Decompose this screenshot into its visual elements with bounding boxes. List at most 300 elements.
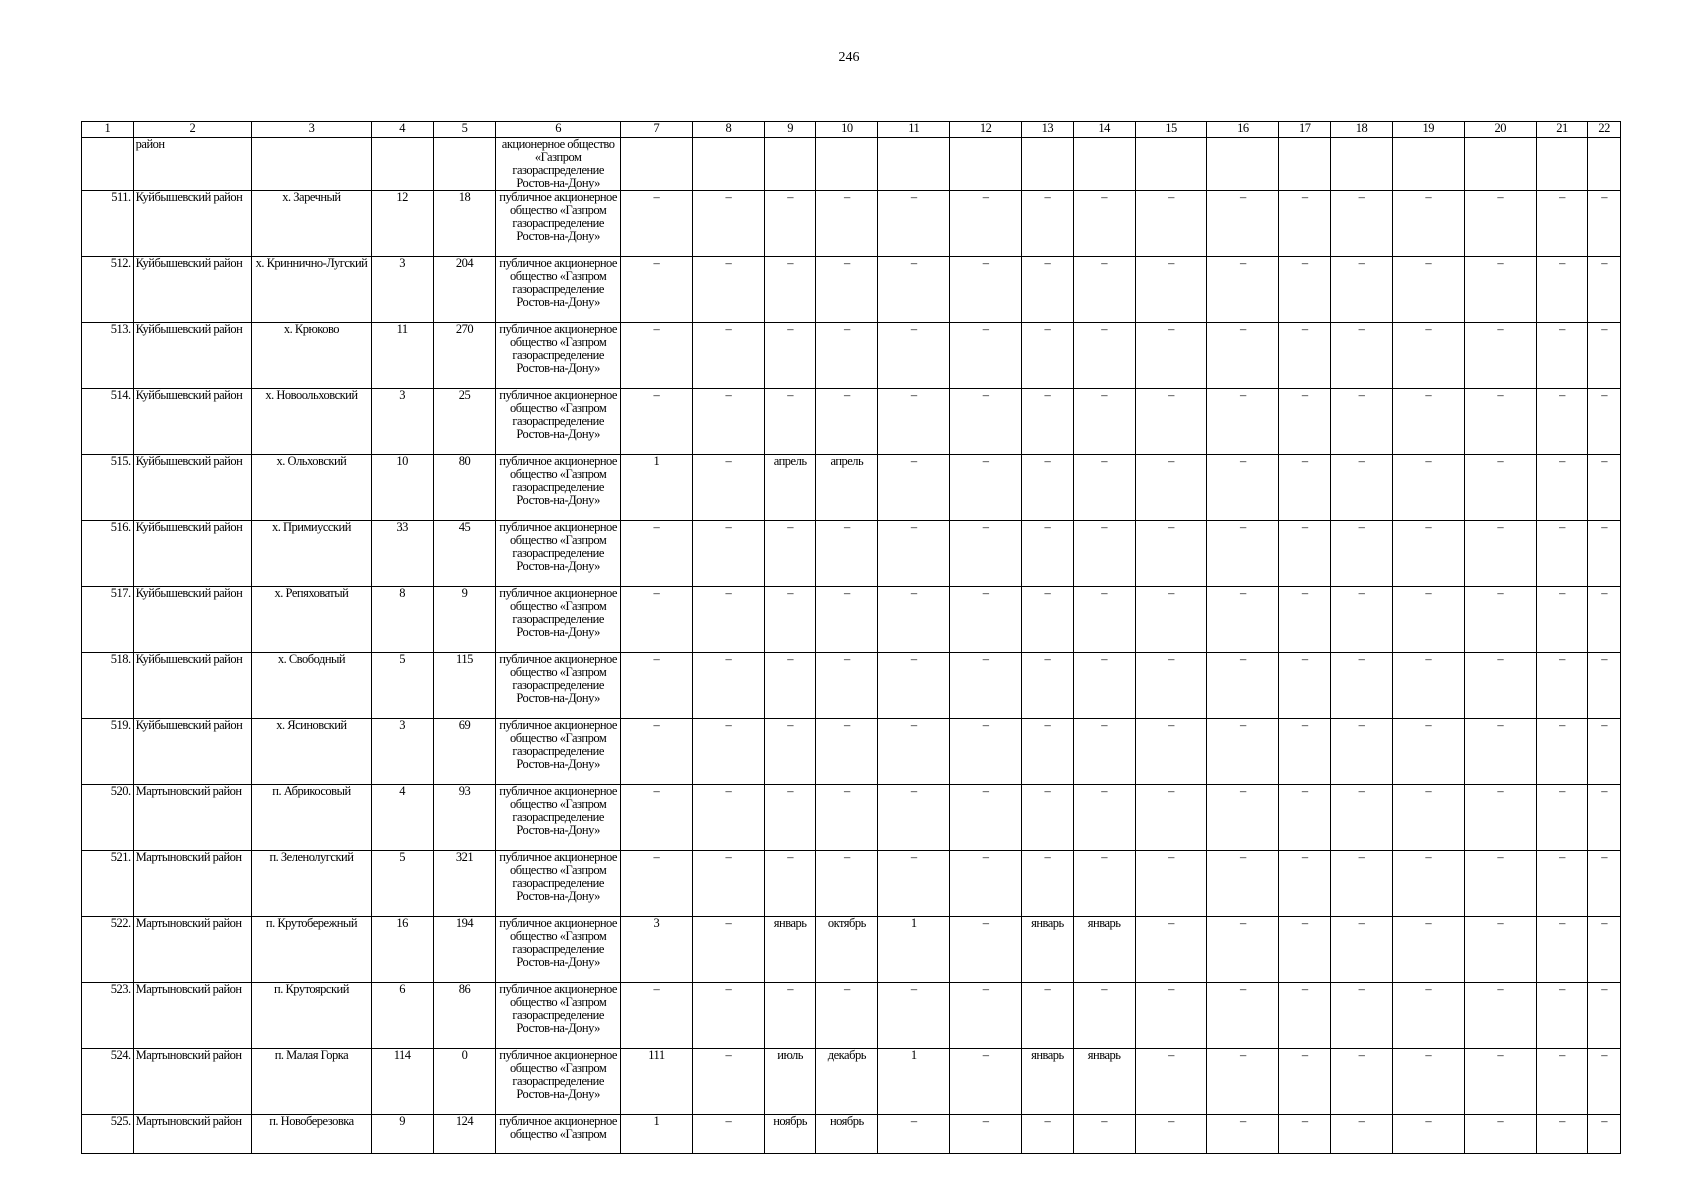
cell-col15: – <box>1135 191 1207 257</box>
cell-district: Куйбышевский район <box>133 455 252 521</box>
cell-district: Мартыновский район <box>133 1115 252 1154</box>
cell-col20: – <box>1464 521 1536 587</box>
cell-col18: – <box>1331 455 1393 521</box>
column-number-11: 11 <box>878 122 950 138</box>
cell-organization: публичное акционерное общество «Газпром газораспределение Ростов-на-Дону» <box>496 587 621 653</box>
cell-col12: – <box>950 257 1022 323</box>
cell-no: 515. <box>82 455 134 521</box>
cell-col17: – <box>1279 521 1331 587</box>
cell-col15: – <box>1135 851 1207 917</box>
cell-col22: – <box>1588 917 1621 983</box>
cell-col19: – <box>1392 191 1464 257</box>
cell-district: Мартыновский район <box>133 785 252 851</box>
cell-settlement: п. Новоберезовка <box>252 1115 372 1154</box>
cell-col7: – <box>620 983 692 1049</box>
cell-col16: – <box>1207 587 1279 653</box>
table-row <box>82 785 1621 851</box>
cell-col11: – <box>878 785 950 851</box>
cell-col19: – <box>1392 521 1464 587</box>
cell-col21: – <box>1536 983 1588 1049</box>
column-number-2: 2 <box>133 122 252 138</box>
cell-settlement: х. Ольховский <box>252 455 372 521</box>
cell-col15: – <box>1135 917 1207 983</box>
cell-col8: – <box>692 257 764 323</box>
cell-col9: – <box>764 389 816 455</box>
cell-settlement: х. Репяховатый <box>252 587 372 653</box>
cell-col21: – <box>1536 389 1588 455</box>
cell-col4: 16 <box>371 917 433 983</box>
cell-col22: – <box>1588 785 1621 851</box>
cell-col22: – <box>1588 653 1621 719</box>
cell-col4: 12 <box>371 191 433 257</box>
cell-empty <box>1331 138 1393 191</box>
cell-col10: – <box>816 323 878 389</box>
cell-col19: – <box>1392 785 1464 851</box>
cell-organization: публичное акционерное общество «Газпром <box>496 1115 621 1154</box>
column-number-14: 14 <box>1073 122 1135 138</box>
cell-col4: 3 <box>371 389 433 455</box>
cell-col5: 25 <box>433 389 496 455</box>
cell-col5: 0 <box>433 1049 496 1115</box>
data-table <box>81 121 1621 1154</box>
cell-organization: публичное акционерное общество «Газпром газораспределение Ростов-на-Дону» <box>496 653 621 719</box>
cell-col18: – <box>1331 851 1393 917</box>
cell-no <box>82 138 134 191</box>
cell-organization: акционерное общество «Газпром газораспределение Ростов-на-Дону» <box>496 138 621 191</box>
cell-col11: – <box>878 389 950 455</box>
cell-col18: – <box>1331 389 1393 455</box>
cell-no: 522. <box>82 917 134 983</box>
cell-col5: 9 <box>433 587 496 653</box>
cell-col8: – <box>692 1049 764 1115</box>
cell-col14: – <box>1073 389 1135 455</box>
table-row <box>82 851 1621 917</box>
cell-col7: 1 <box>620 455 692 521</box>
cell-empty <box>1135 138 1207 191</box>
cell-col17: – <box>1279 719 1331 785</box>
table-row <box>82 323 1621 389</box>
cell-col9: – <box>764 719 816 785</box>
cell-empty <box>1073 138 1135 191</box>
cell-col20: – <box>1464 719 1536 785</box>
cell-organization: публичное акционерное общество «Газпром газораспределение Ростов-на-Дону» <box>496 389 621 455</box>
cell-organization: публичное акционерное общество «Газпром газораспределение Ростов-на-Дону» <box>496 257 621 323</box>
cell-col17: – <box>1279 1115 1331 1154</box>
cell-col17: – <box>1279 257 1331 323</box>
cell-col17: – <box>1279 587 1331 653</box>
cell-col5: 194 <box>433 917 496 983</box>
cell-district: район <box>133 138 252 191</box>
cell-settlement: х. Новоольховский <box>252 389 372 455</box>
cell-col21: – <box>1536 257 1588 323</box>
cell-col12: – <box>950 785 1022 851</box>
cell-col5: 115 <box>433 653 496 719</box>
cell-col19: – <box>1392 653 1464 719</box>
cell-col5: 93 <box>433 785 496 851</box>
cell-no: 520. <box>82 785 134 851</box>
cell-col17: – <box>1279 983 1331 1049</box>
cell-col15: – <box>1135 653 1207 719</box>
cell-col10: ноябрь <box>816 1115 878 1154</box>
cell-col12: – <box>950 323 1022 389</box>
cell-col10: – <box>816 257 878 323</box>
cell-col22: – <box>1588 323 1621 389</box>
cell-col14: – <box>1073 323 1135 389</box>
cell-col4: 8 <box>371 587 433 653</box>
cell-col9: – <box>764 653 816 719</box>
cell-col13: – <box>1022 455 1074 521</box>
column-number-1: 1 <box>82 122 134 138</box>
cell-col8: – <box>692 191 764 257</box>
cell-col16: – <box>1207 191 1279 257</box>
cell-col4: 3 <box>371 719 433 785</box>
cell-district: Куйбышевский район <box>133 719 252 785</box>
cell-col8: – <box>692 521 764 587</box>
cell-col12: – <box>950 917 1022 983</box>
cell-col15: – <box>1135 587 1207 653</box>
cell-col10: – <box>816 191 878 257</box>
cell-col21: – <box>1536 917 1588 983</box>
table-row <box>82 983 1621 1049</box>
table-row <box>82 257 1621 323</box>
cell-col7: – <box>620 851 692 917</box>
cell-col9: – <box>764 785 816 851</box>
cell-col17: – <box>1279 323 1331 389</box>
cell-col11: – <box>878 257 950 323</box>
column-number-19: 19 <box>1392 122 1464 138</box>
column-number-6: 6 <box>496 122 621 138</box>
cell-col5: 45 <box>433 521 496 587</box>
cell-col16: – <box>1207 785 1279 851</box>
cell-col7: – <box>620 719 692 785</box>
cell-col4: 114 <box>371 1049 433 1115</box>
cell-empty <box>1588 138 1621 191</box>
cell-col14: – <box>1073 719 1135 785</box>
cell-settlement: п. Малая Горка <box>252 1049 372 1115</box>
cell-col9: ноябрь <box>764 1115 816 1154</box>
cell-col10: октябрь <box>816 917 878 983</box>
cell-no: 514. <box>82 389 134 455</box>
cell-col8: – <box>692 653 764 719</box>
cell-no: 517. <box>82 587 134 653</box>
cell-col20: – <box>1464 455 1536 521</box>
cell-col11: – <box>878 587 950 653</box>
cell-organization: публичное акционерное общество «Газпром газораспределение Ростов-на-Дону» <box>496 851 621 917</box>
cell-col16: – <box>1207 521 1279 587</box>
cell-col18: – <box>1331 323 1393 389</box>
cell-organization: публичное акционерное общество «Газпром газораспределение Ростов-на-Дону» <box>496 191 621 257</box>
cell-district: Куйбышевский район <box>133 389 252 455</box>
cell-col14: январь <box>1073 1049 1135 1115</box>
cell-col10: – <box>816 389 878 455</box>
cell-empty <box>1022 138 1074 191</box>
cell-col11: – <box>878 653 950 719</box>
cell-col14: – <box>1073 587 1135 653</box>
cell-col22: – <box>1588 257 1621 323</box>
cell-col19: – <box>1392 455 1464 521</box>
cell-district: Мартыновский район <box>133 917 252 983</box>
column-number-20: 20 <box>1464 122 1536 138</box>
cell-col22: – <box>1588 389 1621 455</box>
cell-col10: – <box>816 785 878 851</box>
cell-organization: публичное акционерное общество «Газпром газораспределение Ростов-на-Дону» <box>496 719 621 785</box>
cell-col15: – <box>1135 1115 1207 1154</box>
cell-col19: – <box>1392 257 1464 323</box>
column-number-13: 13 <box>1022 122 1074 138</box>
cell-no: 518. <box>82 653 134 719</box>
cell-col8: – <box>692 785 764 851</box>
cell-empty <box>1279 138 1331 191</box>
cell-col21: – <box>1536 851 1588 917</box>
cell-col4: 11 <box>371 323 433 389</box>
cell-col12: – <box>950 455 1022 521</box>
cell-col22: – <box>1588 719 1621 785</box>
cell-col16: – <box>1207 719 1279 785</box>
cell-col16: – <box>1207 917 1279 983</box>
cell-col9: январь <box>764 917 816 983</box>
cell-col13: январь <box>1022 917 1074 983</box>
cell-settlement: х. Свободный <box>252 653 372 719</box>
cell-col11: 1 <box>878 1049 950 1115</box>
cell-empty <box>1536 138 1588 191</box>
cell-col12: – <box>950 983 1022 1049</box>
cell-col8: – <box>692 983 764 1049</box>
cell-col21: – <box>1536 653 1588 719</box>
cell-organization: публичное акционерное общество «Газпром газораспределение Ростов-на-Дону» <box>496 983 621 1049</box>
cell-col5: 80 <box>433 455 496 521</box>
column-number-3: 3 <box>252 122 372 138</box>
cell-col18: – <box>1331 587 1393 653</box>
cell-col16: – <box>1207 455 1279 521</box>
cell-col20: – <box>1464 191 1536 257</box>
cell-organization: публичное акционерное общество «Газпром газораспределение Ростов-на-Дону» <box>496 521 621 587</box>
cell-col8: – <box>692 389 764 455</box>
cell-col8: – <box>692 851 764 917</box>
cell-col9: – <box>764 851 816 917</box>
cell-no: 524. <box>82 1049 134 1115</box>
table-row-continued <box>82 138 1621 191</box>
cell-col17: – <box>1279 917 1331 983</box>
cell-col8: – <box>692 719 764 785</box>
cell-col13: – <box>1022 587 1074 653</box>
cell-col20: – <box>1464 1115 1536 1154</box>
cell-col4: 6 <box>371 983 433 1049</box>
cell-col11: – <box>878 719 950 785</box>
cell-col14: – <box>1073 191 1135 257</box>
cell-col19: – <box>1392 587 1464 653</box>
cell-col7: – <box>620 323 692 389</box>
table-row <box>82 455 1621 521</box>
cell-col11: 1 <box>878 917 950 983</box>
cell-col21: – <box>1536 191 1588 257</box>
cell-col7: – <box>620 521 692 587</box>
column-number-18: 18 <box>1331 122 1393 138</box>
cell-no: 523. <box>82 983 134 1049</box>
cell-col21: – <box>1536 323 1588 389</box>
cell-col15: – <box>1135 389 1207 455</box>
cell-col9: – <box>764 323 816 389</box>
table-row <box>82 719 1621 785</box>
cell-settlement: п. Крутобережный <box>252 917 372 983</box>
cell-col7: – <box>620 191 692 257</box>
cell-organization: публичное акционерное общество «Газпром газораспределение Ростов-на-Дону» <box>496 323 621 389</box>
cell-col20: – <box>1464 785 1536 851</box>
cell-settlement: п. Зеленолугский <box>252 851 372 917</box>
cell-col16: – <box>1207 323 1279 389</box>
cell-col7: 3 <box>620 917 692 983</box>
table-row <box>82 587 1621 653</box>
cell-col7: – <box>620 653 692 719</box>
cell-col12: – <box>950 389 1022 455</box>
cell-col20: – <box>1464 323 1536 389</box>
cell-col14: – <box>1073 983 1135 1049</box>
cell-col22: – <box>1588 983 1621 1049</box>
cell-col12: – <box>950 1049 1022 1115</box>
cell-col19: – <box>1392 1049 1464 1115</box>
cell-col14: – <box>1073 653 1135 719</box>
cell-col21: – <box>1536 587 1588 653</box>
cell-col12: – <box>950 587 1022 653</box>
cell-col20: – <box>1464 983 1536 1049</box>
cell-col21: – <box>1536 455 1588 521</box>
cell-settlement: х. Криннично-Лугский <box>252 257 372 323</box>
cell-col18: – <box>1331 653 1393 719</box>
cell-col18: – <box>1331 1115 1393 1154</box>
cell-col5: 270 <box>433 323 496 389</box>
cell-col12: – <box>950 521 1022 587</box>
cell-col15: – <box>1135 1049 1207 1115</box>
cell-col19: – <box>1392 983 1464 1049</box>
cell-col13: – <box>1022 1115 1074 1154</box>
cell-settlement: х. Заречный <box>252 191 372 257</box>
cell-col18: – <box>1331 785 1393 851</box>
cell-col4: 10 <box>371 455 433 521</box>
cell-col5: 18 <box>433 191 496 257</box>
cell-col13: январь <box>1022 1049 1074 1115</box>
cell-col13: – <box>1022 389 1074 455</box>
cell-district: Куйбышевский район <box>133 521 252 587</box>
cell-col14: – <box>1073 851 1135 917</box>
cell-col15: – <box>1135 785 1207 851</box>
cell-district: Куйбышевский район <box>133 323 252 389</box>
cell-empty <box>1207 138 1279 191</box>
cell-col11: – <box>878 191 950 257</box>
cell-col5: 124 <box>433 1115 496 1154</box>
cell-col14: – <box>1073 521 1135 587</box>
cell-col9: – <box>764 257 816 323</box>
cell-col9: апрель <box>764 455 816 521</box>
cell-col4: 9 <box>371 1115 433 1154</box>
cell-col16: – <box>1207 257 1279 323</box>
column-number-4: 4 <box>371 122 433 138</box>
cell-col19: – <box>1392 719 1464 785</box>
cell-col8: – <box>692 587 764 653</box>
cell-col14: – <box>1073 455 1135 521</box>
cell-col8: – <box>692 1115 764 1154</box>
table-row <box>82 389 1621 455</box>
cell-district: Куйбышевский район <box>133 257 252 323</box>
cell-col22: – <box>1588 587 1621 653</box>
cell-col16: – <box>1207 983 1279 1049</box>
cell-col17: – <box>1279 389 1331 455</box>
cell-col16: – <box>1207 851 1279 917</box>
cell-col9: – <box>764 587 816 653</box>
cell-col20: – <box>1464 653 1536 719</box>
cell-col22: – <box>1588 191 1621 257</box>
cell-col13: – <box>1022 719 1074 785</box>
cell-col13: – <box>1022 785 1074 851</box>
cell-col7: – <box>620 785 692 851</box>
table-row <box>82 653 1621 719</box>
cell-settlement <box>252 138 372 191</box>
cell-col10: апрель <box>816 455 878 521</box>
cell-col17: – <box>1279 851 1331 917</box>
cell-col10: – <box>816 653 878 719</box>
cell-col12: – <box>950 653 1022 719</box>
column-number-16: 16 <box>1207 122 1279 138</box>
cell-col14: – <box>1073 257 1135 323</box>
cell-col16: – <box>1207 653 1279 719</box>
cell-col9: – <box>764 191 816 257</box>
column-number-15: 15 <box>1135 122 1207 138</box>
cell-empty <box>620 138 692 191</box>
table-row <box>82 1115 1621 1154</box>
cell-col7: 111 <box>620 1049 692 1115</box>
column-number-12: 12 <box>950 122 1022 138</box>
cell-district: Куйбышевский район <box>133 653 252 719</box>
cell-col18: – <box>1331 191 1393 257</box>
cell-col16: – <box>1207 1049 1279 1115</box>
cell-col18: – <box>1331 917 1393 983</box>
cell-col9: июль <box>764 1049 816 1115</box>
cell-col11: – <box>878 323 950 389</box>
cell-col20: – <box>1464 587 1536 653</box>
cell-no: 511. <box>82 191 134 257</box>
cell-organization: публичное акционерное общество «Газпром газораспределение Ростов-на-Дону» <box>496 785 621 851</box>
cell-col18: – <box>1331 719 1393 785</box>
cell-col4: 5 <box>371 851 433 917</box>
cell-district: Куйбышевский район <box>133 587 252 653</box>
column-number-21: 21 <box>1536 122 1588 138</box>
cell-district: Мартыновский район <box>133 983 252 1049</box>
cell-settlement: х. Крюково <box>252 323 372 389</box>
cell-col13: – <box>1022 323 1074 389</box>
cell-district: Мартыновский район <box>133 1049 252 1115</box>
cell-col12: – <box>950 851 1022 917</box>
cell-col20: – <box>1464 851 1536 917</box>
cell-col5: 321 <box>433 851 496 917</box>
cell-col18: – <box>1331 257 1393 323</box>
cell-no: 516. <box>82 521 134 587</box>
cell-district: Мартыновский район <box>133 851 252 917</box>
cell-col17: – <box>1279 653 1331 719</box>
cell-col5: 69 <box>433 719 496 785</box>
cell-empty <box>692 138 764 191</box>
page-number: 246 <box>838 50 860 65</box>
cell-col7: – <box>620 257 692 323</box>
cell-col18: – <box>1331 983 1393 1049</box>
cell-col11: – <box>878 851 950 917</box>
cell-col19: – <box>1392 1115 1464 1154</box>
cell-col21: – <box>1536 521 1588 587</box>
cell-settlement: х. Примиусский <box>252 521 372 587</box>
table-row <box>82 917 1621 983</box>
cell-no: 519. <box>82 719 134 785</box>
cell-empty <box>816 138 878 191</box>
cell-col10: – <box>816 983 878 1049</box>
column-number-9: 9 <box>764 122 816 138</box>
cell-empty <box>878 138 950 191</box>
